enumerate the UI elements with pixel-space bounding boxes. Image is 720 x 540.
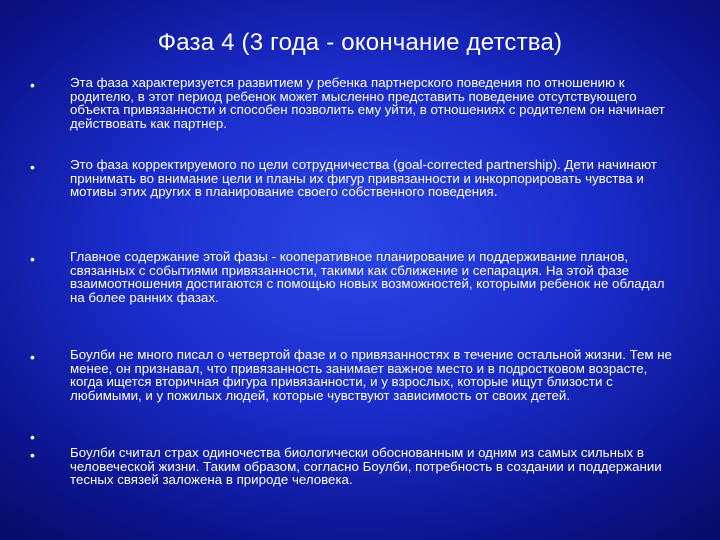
bullet-4: • bbox=[30, 349, 35, 365]
slide-title: Фаза 4 (3 года - окончание детства) bbox=[157, 29, 563, 56]
paragraph-4: Боулби не много писал о четвертой фазе и о привязанностях в течение остальной жизни. Тем не менее, он признавал, что привязанность занимает важное место и в подростковом возрасте, когда ищется вторичная фигура привязанности, и у взрослых, которые ищут близости с любимыми, и у пожилых людей, которые чувствуют зависимость от своих детей. bbox=[70, 347, 672, 403]
paragraph-6: Боулби считал страх одиночества биологически обоснованным и одним из самых сильных в человеческой жизни. Таким образом, согласно Боулби, потребность в создании и поддержании тесных связей заложена в природе человека. bbox=[70, 445, 662, 488]
bullet-1: • bbox=[30, 77, 35, 93]
bullet-2: • bbox=[30, 159, 35, 175]
paragraph-2: Это фаза корректируемого по цели сотрудничества (goal-corrected partnership). Дети начинают принимать во внимание цели и планы их фигур привязанности и инкорпорировать чувства и мотивы этих других в планирование своего собственного поведения. bbox=[70, 157, 657, 200]
bullet-5: • bbox=[30, 429, 35, 445]
bullet-6: • bbox=[30, 447, 35, 463]
bullet-3: • bbox=[30, 251, 35, 267]
paragraph-3: Главное содержание этой фазы - кооперативное планирование и поддерживание планов, связанных с событиями привязанности, такими как сближение и сепарация. На этой фазе взаимоотношения достигаются с помощью новых возможностей, которыми ребенок не обладал на более ранних фазах. bbox=[70, 249, 665, 305]
paragraph-1: Эта фаза характеризуется развитием у ребенка партнерского поведения по отношению к родителю, в этот период ребенок может мысленно представить поведение отсутствующего объекта привязанности и способен позволить ему уйти, в отношениях с родителем он начинает действовать как партнер. bbox=[70, 75, 665, 131]
